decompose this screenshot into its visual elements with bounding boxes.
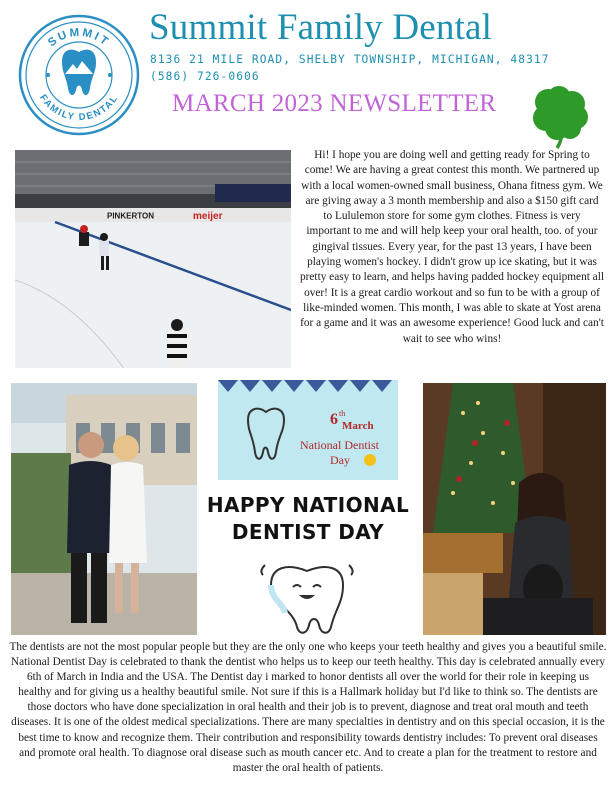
cartoon-tooth-icon [255,555,359,637]
card-line-2: Day [330,453,350,467]
intro-paragraph: Hi! I hope you are doing well and getting ready for Spring to come! We are having a great contest this month. We partnered up with a local women-owned small business, Ohana fitness gym. We are giving away a 3 month membership and also a $150 gift card to Lululemon store for some gym clothes. Fitness is very important to me and will help keep your oral health, too. of your gingival tissues. Every year, for the past 13 years, I have been playing women's hockey. I didn't grow up ice skating, but it was pretty easy to learn, and helps having padded hockey equipment all over! It is a great cardio workout and so fun to be with a group of like-minded women. This month, I was able to skate at Yost arena for a game and it was an awesome experience! Good luck and can't wait to see who wins! [300,149,604,345]
newsletter-title: MARCH 2023 NEWSLETTER [172,90,497,117]
smiley-icon [364,454,376,466]
card-day-number: 6 [330,411,338,428]
logo-text-bottom: FAMILY DENTAL [37,92,121,124]
dentist-day-article: The dentists are not the most popular people but they are the only one who keeps your teeth healthy and gives you a beautiful smile. National Dentist Day is celebrated to thank the dentist who helps us to keep our teeth healthy. This day is celebrated annually every 6th of March in India and the USA. The Dentist day i marked to honor dentists all over the world for their role in keeping us healthy and for giving us a healthy beautiful smile. Not sure if this is a Hallmark holiday but I'd like to think so. The dentists are those doctors who have done specialization in oral health and their job is to prevent, diagnose and treat oral mouth and teeth diseases. It is one of the oldest medical specializations. There are many specialties in dentistry and on this special occasion, it is the best time to know and recognize them. Their contribution and responsibility towards dentistry includes: To prevent oral diseases and promote oral health. To diagnose oral disease such as mouth cancer etc. And to create a plan for the treatment to restore and master the oral health of patients. [9,641,607,774]
summit-family-dental-logo [18,14,140,136]
woman-with-dog-photo [423,383,606,635]
shamrock-icon [524,84,596,150]
hockey-game-photo [15,150,291,368]
couple-photo [11,383,197,635]
happy-dentist-day-heading: HAPPY NATIONAL DENTIST DAY [206,493,410,544]
practice-address: 8136 21 MILE ROAD, SHELBY TOWNSHIP, MICHIGAN, 48317 [150,53,550,66]
national-dentist-day-card [218,380,398,480]
logo-text-top: SUMMIT [46,26,112,50]
card-line-1: National Dentist [300,438,379,452]
card-month: March [342,420,374,432]
card-day-suffix: th [339,409,346,418]
practice-phone: (586) 726-0606 [150,70,260,83]
practice-name: Summit Family Dental [149,7,493,48]
rink-banner-pinkerton: PINKERTON [107,211,154,221]
rink-banner-meijer: meijer [193,211,223,222]
